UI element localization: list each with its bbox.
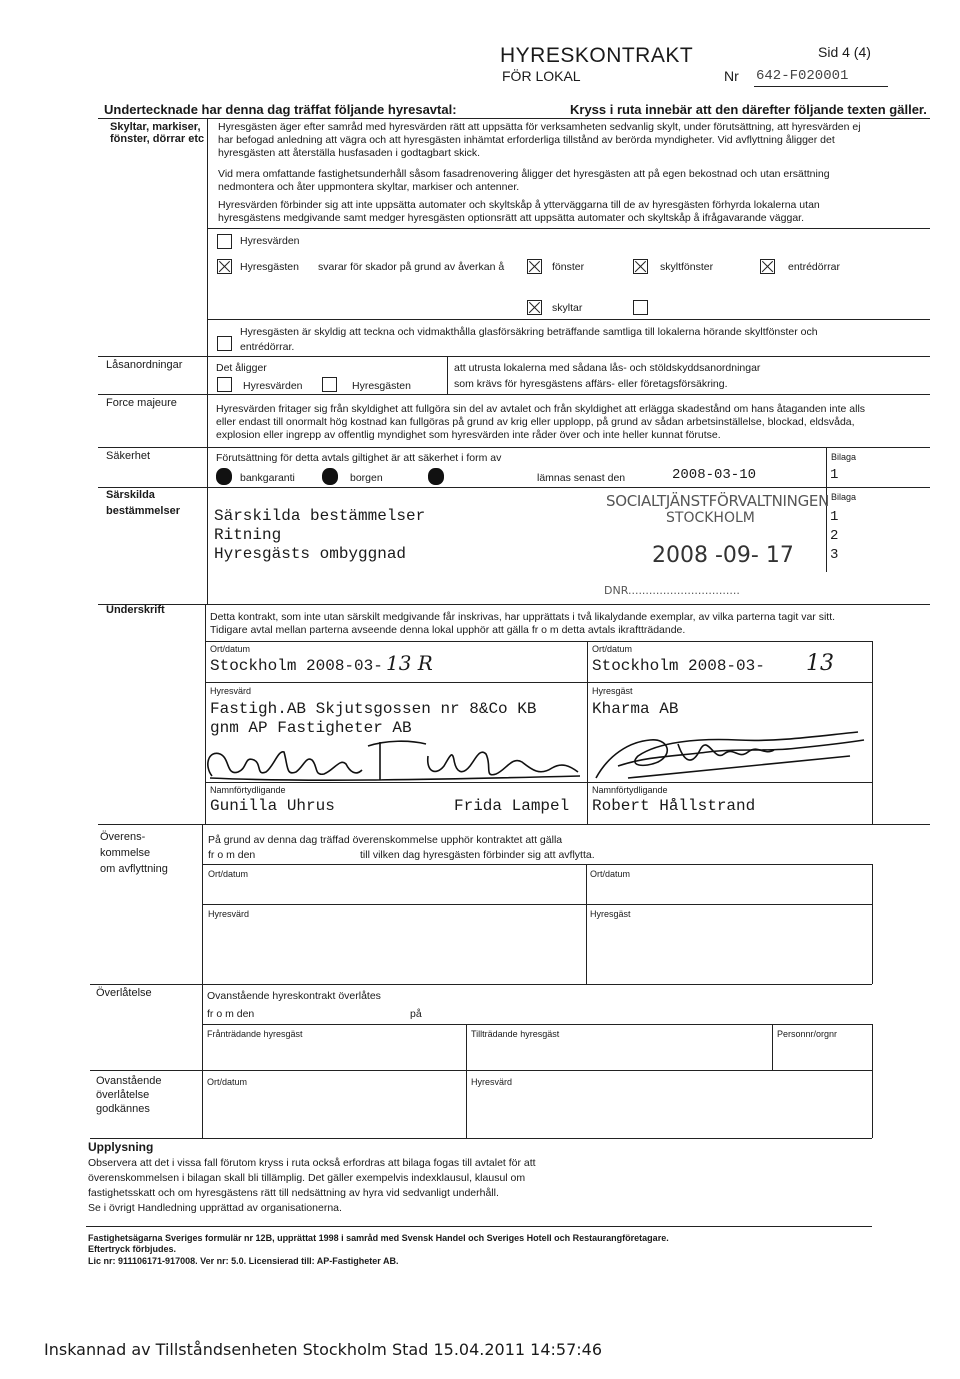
namnf-label-right: Namnförtydligande (592, 785, 668, 795)
upplysning-line-4: Se i övrigt Handledning upprättad av organisationerna. (88, 1202, 342, 1214)
stamp-org: SOCIALTJÄNSTFÖRVALTNINGEN (606, 492, 830, 510)
force-text: Hyresvärden fritager sig från skyldighet att fullgöra sin del av avtalet och från skyldighet att erlägga skadestånd om hans åtaganden inte alls eller endast till onormalt hög kostnad kan fullgöras på grund av krig eller upplopp, på grund av sådan arbetsinställelse, blockad, eldsvåda, explosion eller ingrepp av offentlig myndighet som hyresvärden inte råder över och inte heller kunnat förutse. (216, 403, 866, 441)
namnf-left-2: Frida Lampel (454, 797, 570, 815)
sarskilda-label: Särskilda bestämmelser (106, 489, 180, 517)
checkbox-fonster[interactable] (527, 259, 542, 274)
checkbox-skyltfonster[interactable] (633, 259, 648, 274)
underskrift-label: Underskrift (106, 604, 165, 616)
stamp-dnr: DNR................................ (604, 584, 740, 597)
sarskilda-row-1: Särskilda bestämmelser (214, 507, 426, 525)
stamp-city: STOCKHOLM (666, 510, 755, 526)
document-title: HYRESKONTRAKT (500, 44, 694, 67)
tilltradande-label: Tillträdande hyresgäst (471, 1029, 560, 1039)
stamp-date: 2008 -09- 17 (652, 543, 794, 568)
document-subtitle: FÖR LOKAL (502, 68, 581, 84)
namnf-label-left: Namnförtydligande (210, 785, 286, 795)
upplysning-line-3: fastighetsskatt och om hyresgästens rätt till nedsättning av hyra vid sedvanligt underhåll. (88, 1187, 499, 1199)
intro-left: Undertecknade har denna dag träffat följande hyresavtal: (104, 102, 457, 117)
svarar-text: svarar för skador på grund av åverkan å (318, 261, 505, 273)
namnf-right: Robert Hållstrand (592, 797, 756, 815)
underskrift-intro: Detta kontrakt, som inte utan särskilt medgivande får inskrivas, har upprättats i två likalydande exemplar, av vilka parterna tagit var sitt. Tidigare avtal mellan parterna avseende denna lokal upphör att gälla fr o m detta avtals ikraftträdande. (210, 611, 836, 636)
overlatelse-from: fr o m den (207, 1008, 255, 1020)
las-label: Låsanordningar (106, 359, 183, 371)
overlatelse-label: Överlåtelse (96, 987, 152, 999)
signature-hyresvard (200, 736, 590, 784)
checkbox-sakerhet-annan[interactable] (428, 468, 444, 485)
overens-ort-left: Ort/datum (208, 869, 249, 879)
checkbox-bankgaranti[interactable] (216, 468, 232, 485)
checkbox-glasforsakring[interactable] (217, 336, 232, 351)
entredorrar-label: entrédörrar (788, 261, 840, 273)
ort-right-value: Stockholm 2008-03- (592, 657, 765, 675)
checkbox-hyresvarden-skador[interactable] (217, 234, 232, 249)
contract-nr-value: 642-F020001 (756, 68, 849, 84)
sakerhet-label: Säkerhet (106, 450, 151, 462)
checkbox-skyltar[interactable] (527, 300, 542, 315)
checkbox-las-hyresvarden[interactable] (217, 377, 232, 392)
ort-right-handwritten: 13 (806, 651, 834, 676)
checkbox-las-hyresgasten[interactable] (322, 377, 337, 392)
overens-hyresvard: Hyresvärd (208, 909, 250, 919)
glas-text-2: entrédörrar. (240, 341, 295, 353)
hyresvard-name-2: gnm AP Fastigheter AB (210, 719, 412, 737)
las-text-2: som krävs för hyresgästens affärs- eller företagsförsäkring. (454, 378, 728, 390)
hyresvard-label: Hyresvärd (210, 686, 252, 696)
personnr-label: Personnr/orgnr (777, 1029, 838, 1039)
skyltar-text-2: Vid mera omfattande fastighetsunderhåll såsom fasadrenovering åligger det hyresgästen att på egen bekostnad och utan ersättning nedmontera och åter uppmontera skyltar, markiser och antenner. (218, 168, 830, 193)
upplysning-line-2: överenskommelsen i bilagan skall bli tillämplig. Det gäller exempelvis indexklausul, klausul om (88, 1172, 526, 1184)
checkbox-entredorrar[interactable] (760, 259, 775, 274)
ort-label-right: Ort/datum (592, 644, 633, 654)
skyltar-text-1: Hyresgästen äger efter samråd med hyresvärden rätt att uppsätta för verksamheten sedvanlig skylt, under förutsättning, att hyresvärden ej har befogad anledning att vägra och att hyresgästen inhämtat erforderliga tillstånd av berörda myndigheter. Vid avflyttning åligger det hyresgästen att återställa husfasaden i godtagbart skick. (218, 121, 861, 159)
borgen-label: borgen (350, 472, 383, 484)
signature-hyresgast (588, 726, 872, 784)
hyresgast-label: Hyresgäst (592, 686, 633, 696)
godkannes-hyresvard: Hyresvärd (471, 1077, 513, 1087)
overlatelse-text: Ovanstående hyreskontrakt överlåtes (207, 990, 381, 1002)
skyltfonster-label: skyltfönster (660, 261, 714, 273)
skyltar-text-3: Hyresvärden förbinder sig att inte uppsätta automater och skyltskåp å ytterväggarna till de av hyresgästen förhyrda lokalerna utan hyresgästens medgivande samt medger hyresgästen optionsrätt att uppsätta automater och skyltskåp å ifrågavarande väggar. (218, 199, 820, 224)
contract-nr-label: Nr (724, 68, 739, 84)
godkannes-label: Ovanstående överlåtelse godkännes (96, 1075, 162, 1115)
ort-left-handwritten: 13 R (386, 651, 433, 675)
overens-label: Överens- kommelse om avflyttning (100, 831, 168, 875)
footer-line-3: Lic nr: 911106171-917008. Ver nr: 5.0. Licensierad till: AP-Fastigheter AB. (88, 1256, 399, 1266)
hyresgast-name: Kharma AB (592, 700, 679, 718)
sakerhet-date: 2008-03-10 (672, 467, 757, 483)
footer-line-2: Eftertryck förbjudes. (88, 1244, 177, 1254)
checkbox-borgen[interactable] (322, 468, 338, 485)
footer-line-1: Fastighetsägarna Sveriges formulär nr 12B, upprättat 1998 i samråd med Svensk Handel och Sveriges Hotell och Restaurangföretagare. (88, 1233, 669, 1243)
overens-ort-right: Ort/datum (590, 869, 631, 879)
upplysning-line-1: Observera att det i vissa fall förutom kryss i ruta också erfordras att bilaga fogas till avtalet för att (88, 1157, 536, 1169)
las-hyresgasten: Hyresgästen (352, 380, 411, 392)
sakerhet-bilaga-no: 1 (830, 467, 839, 483)
opt-hyresvarden: Hyresvärden (240, 235, 300, 247)
lamnas-label: lämnas senast den (537, 472, 626, 484)
sarskilda-row-2-no: 2 (830, 528, 839, 544)
sarskilda-row-3-no: 3 (830, 547, 839, 563)
page-number: Sid 4 (4) (818, 44, 871, 60)
bankgaranti-label: bankgaranti (240, 472, 295, 484)
sakerhet-text: Förutsättning för detta avtals giltighet är att säkerhet i form av (216, 452, 502, 464)
namnf-left-1: Gunilla Uhrus (210, 797, 335, 815)
godkannes-ort: Ort/datum (207, 1077, 248, 1087)
glas-text-1: Hyresgästen är skyldig att teckna och vidmakthålla glasförsäkring beträffande samtliga till lokalerna hörande skyltfönster och (240, 326, 818, 338)
upplysning-title: Upplysning (88, 1140, 154, 1154)
overens-till: till vilken dag hyresgästen förbinder sig att avflytta. (360, 849, 595, 861)
sarskilda-row-2: Ritning (214, 526, 282, 544)
fonster-label: fönster (552, 261, 585, 273)
intro-right: Kryss i ruta innebär att den därefter följande texten gäller. (570, 102, 927, 117)
sarskilda-row-1-no: 1 (830, 509, 839, 525)
skyltar-option-label: skyltar (552, 302, 583, 314)
sakerhet-bilaga-label: Bilaga (831, 452, 857, 462)
overens-from: fr o m den (208, 849, 256, 861)
sarskilda-bilaga-label: Bilaga (831, 492, 857, 502)
overens-text: På grund av denna dag träffad överenskommelse upphör kontraktet att gälla (208, 834, 563, 846)
skyltar-label: Skyltar, markiser, fönster, dörrar etc (110, 121, 205, 145)
ort-left-value: Stockholm 2008-03- (210, 657, 383, 675)
checkbox-hyresgasten-skador[interactable] (217, 259, 232, 274)
scan-stamp: Inskannad av Tillståndsenheten Stockholm Stad 15.04.2011 14:57:46 (44, 1340, 603, 1359)
sarskilda-row-3: Hyresgästs ombyggnad (214, 545, 407, 563)
opt-hyresgasten: Hyresgästen (240, 261, 299, 273)
overlatelse-pa: på (410, 1008, 422, 1020)
checkbox-skyltar-extra[interactable] (633, 300, 648, 315)
frantradande-label: Frånträdande hyresgäst (207, 1029, 303, 1039)
las-text-1: att utrusta lokalerna med sådana lås- och stöldskyddsanordningar (454, 362, 761, 374)
las-det-aligger: Det åligger (216, 362, 267, 374)
overens-hyresgast: Hyresgäst (590, 909, 631, 919)
force-label: Force majeure (106, 397, 177, 409)
las-hyresvarden: Hyresvärden (243, 380, 303, 392)
hyresvard-name-1: Fastigh.AB Skjutsgossen nr 8&Co KB (210, 700, 537, 718)
ort-label-left: Ort/datum (210, 644, 251, 654)
